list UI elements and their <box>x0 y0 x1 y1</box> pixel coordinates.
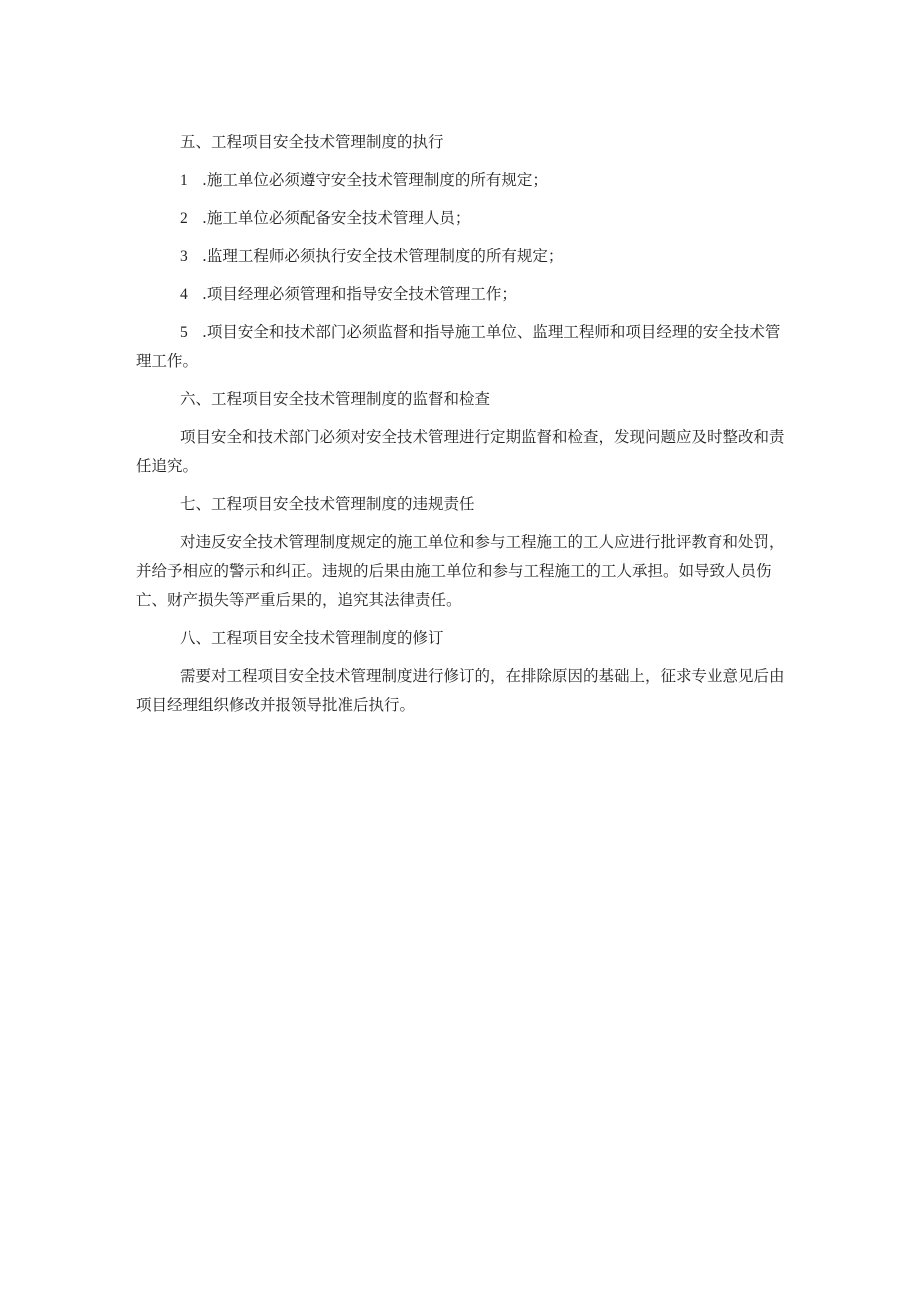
section-8-title: 八、工程项目安全技术管理制度的修订 <box>180 629 444 647</box>
item-text: .施工单位必须遵守安全技术管理制度的所有规定； <box>202 171 548 189</box>
document-body <box>136 128 786 729</box>
section-5-item-2 <box>136 204 786 233</box>
item-number: 5 <box>180 324 188 341</box>
item-number: 2 <box>180 210 188 227</box>
item-text: .施工单位必须配备安全技术管理人员； <box>202 209 471 227</box>
item-text: .项目经理必须管理和指导安全技术管理工作； <box>202 285 517 303</box>
section-8-body: 需要对工程项目安全技术管理制度进行修订的，在排除原因的基础上，征求专业意见后由项目经理组织修改并报领导批准后执行。 <box>136 667 785 714</box>
section-6-body: 项目安全和技术部门必须对安全技术管理进行定期监督和检查，发现问题应及时整改和责任追究。 <box>136 428 785 475</box>
section-7-body: 对违反安全技术管理制度规定的施工单位和参与工程施工的工人应进行批评教育和处罚，并给予相应的警示和纠正。违规的后果由施工单位和参与工程施工的工人承担。如导致人员伤亡、财产损失等严重后果的，追究其法律责任。 <box>136 533 785 609</box>
section-5-item-5 <box>136 318 786 376</box>
section-5-item-1 <box>136 166 786 195</box>
item-text: .监理工程师必须执行安全技术管理制度的所有规定； <box>202 247 564 265</box>
section-7-title: 七、工程项目安全技术管理制度的违规责任 <box>180 495 475 513</box>
item-number: 4 <box>180 286 188 303</box>
section-5-item-4 <box>136 280 786 309</box>
item-number: 1 <box>180 172 188 189</box>
section-5-item-3 <box>136 242 786 271</box>
item-number: 3 <box>180 248 188 265</box>
item-text: .项目安全和技术部门必须监督和指导施工单位、监理工程师和项目经理的安全技术管理工作。 <box>136 323 781 370</box>
section-6-title: 六、工程项目安全技术管理制度的监督和检查 <box>180 390 491 408</box>
section-5-title: 五、工程项目安全技术管理制度的执行 <box>180 133 444 151</box>
